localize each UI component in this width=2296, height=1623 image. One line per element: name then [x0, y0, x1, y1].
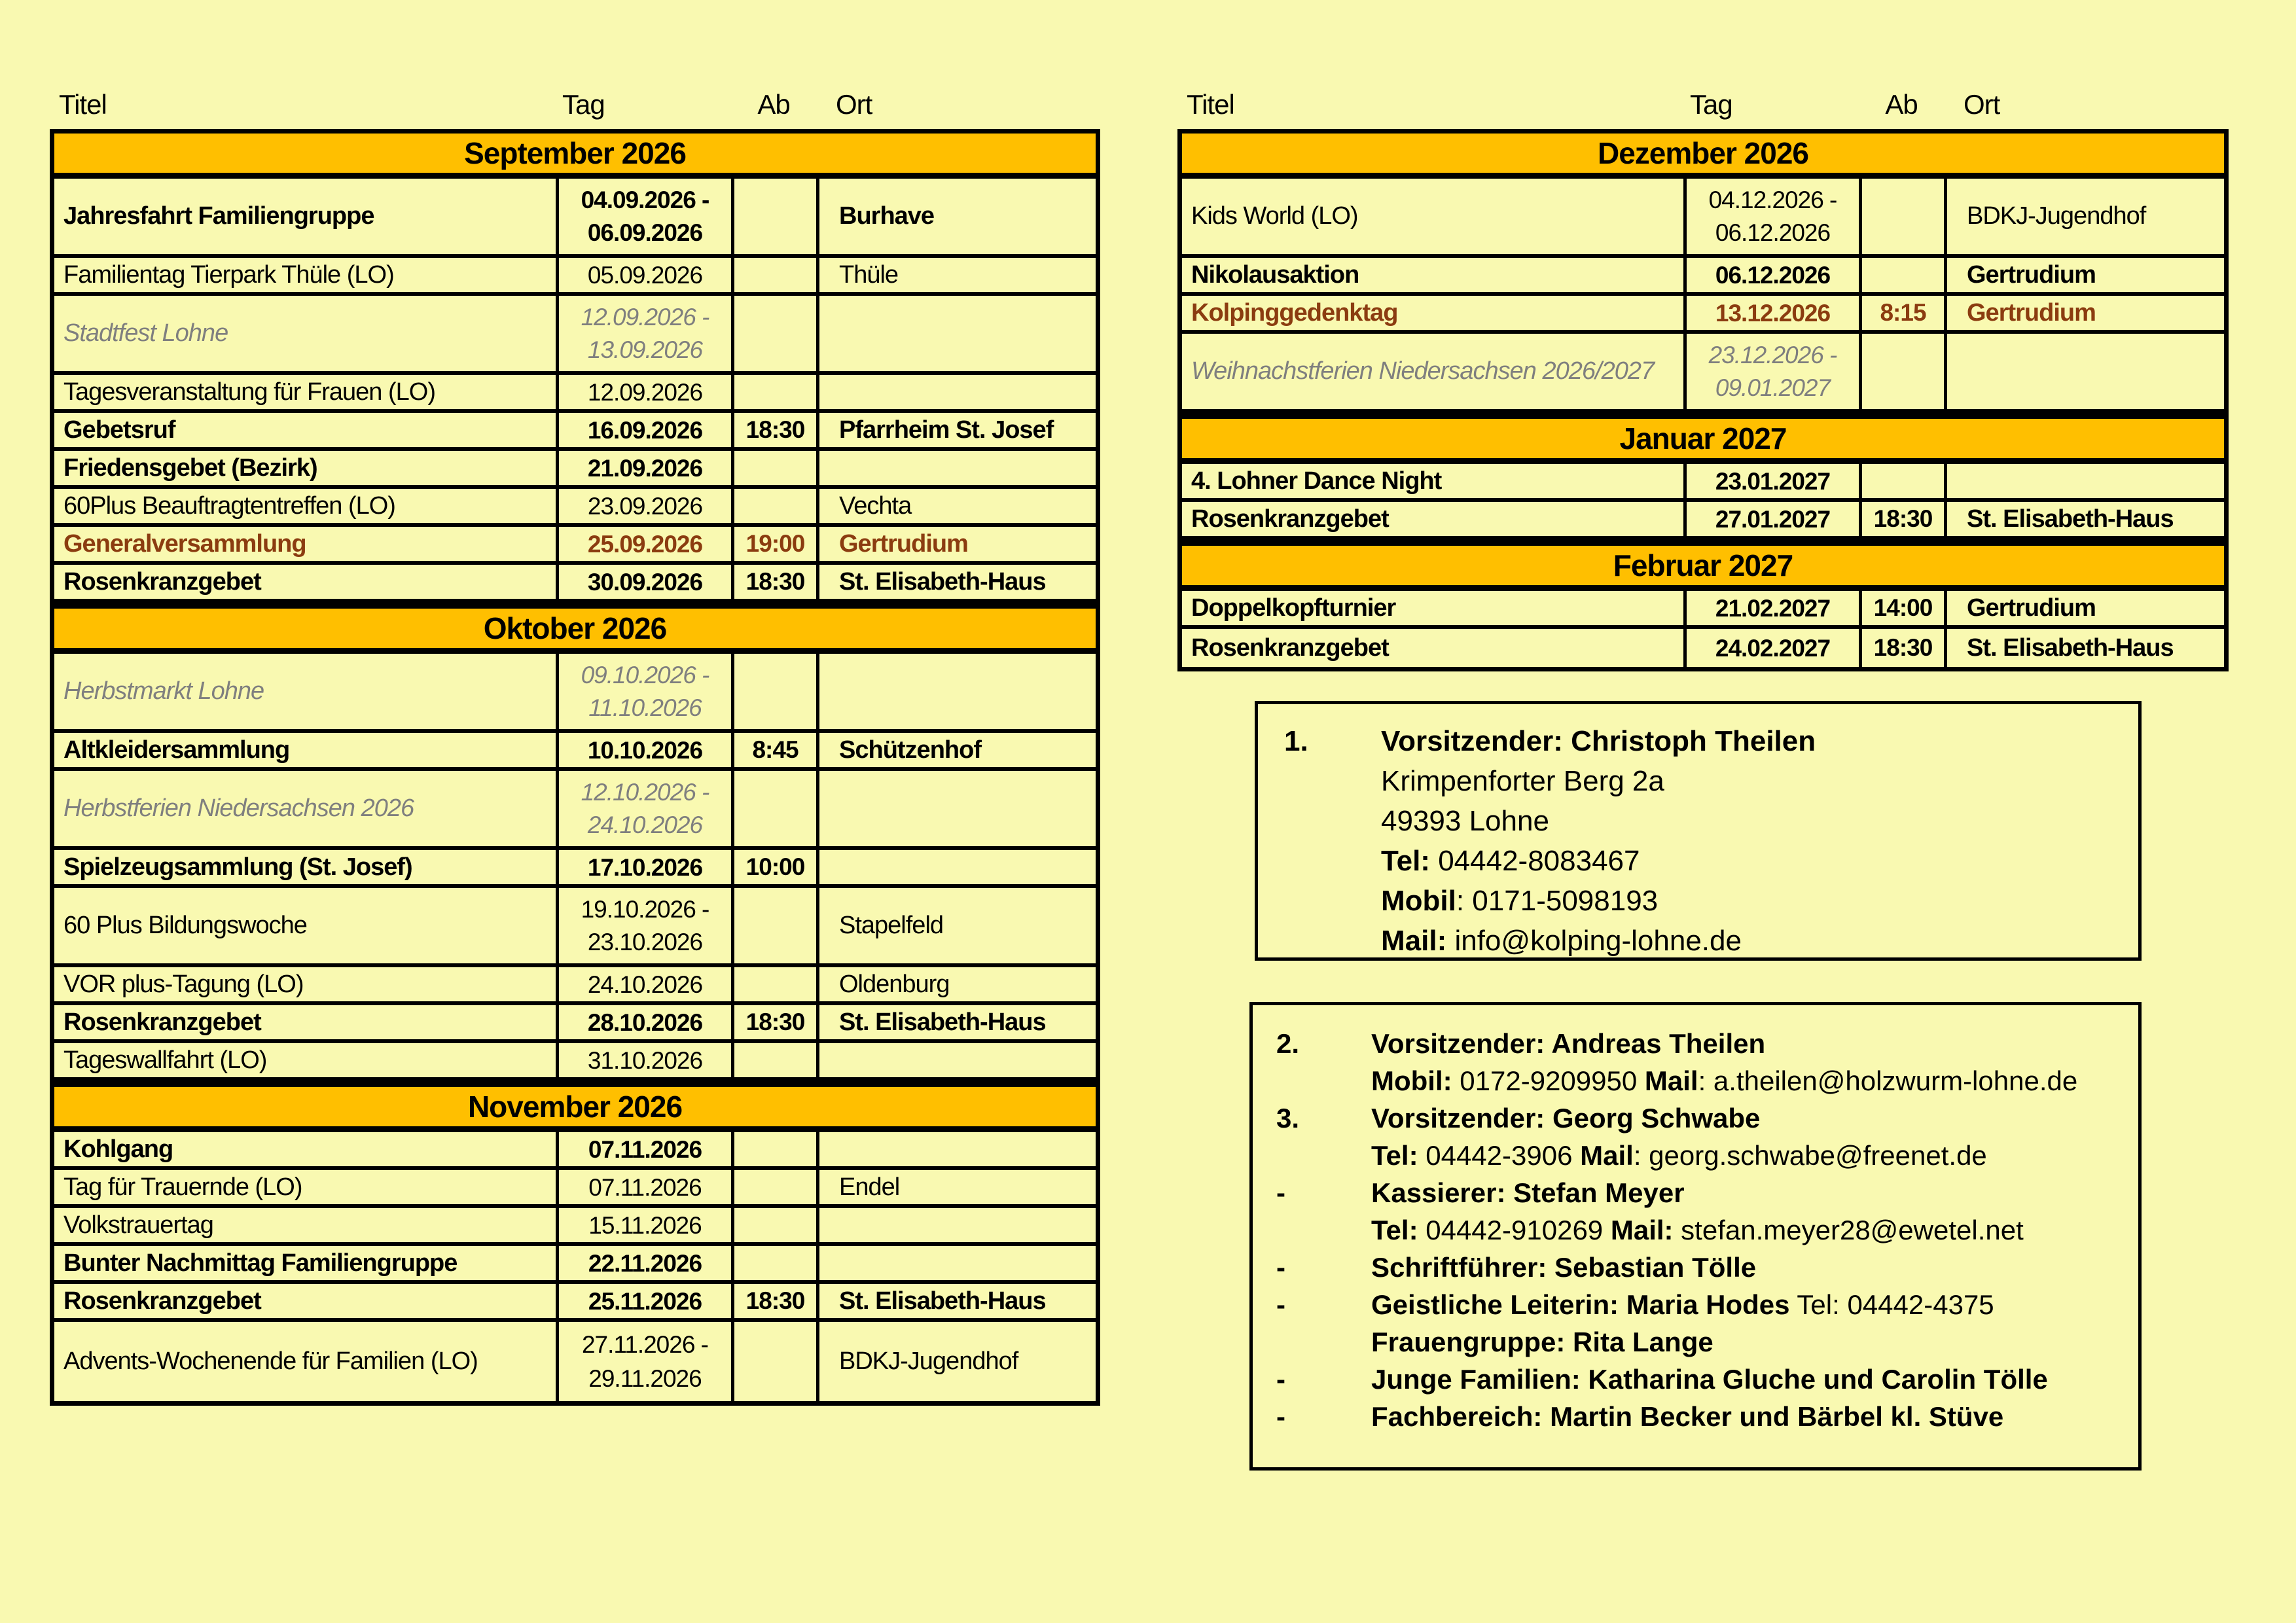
column-header-titel: Titel: [59, 89, 107, 120]
event-date-cell: [556, 850, 731, 884]
contact-box-board-members: [1249, 1002, 2142, 1471]
event-date-line: 06.12.2026: [1715, 261, 1831, 289]
event-date-line: 13.12.2026: [1715, 299, 1831, 327]
contact-line-marker: -: [1276, 1177, 1285, 1208]
event-location-cell: [816, 1246, 1096, 1280]
contact-line: [1276, 1137, 2132, 1174]
event-location-cell: BDKJ-Jugendhof: [1944, 179, 2224, 254]
event-location-cell: [816, 1208, 1096, 1242]
event-row: [54, 1043, 1096, 1081]
event-date-line: 22.11.2026: [588, 1249, 702, 1277]
contact-line-marker: [1284, 761, 1381, 801]
contact-text-segment: Kassierer: Stefan Meyer: [1371, 1177, 1685, 1208]
contact-text-segment: Tel:: [1381, 845, 1430, 877]
event-row: [1182, 629, 2224, 667]
contact-text-segment: Tel:: [1371, 1215, 1418, 1245]
event-date-line: 10.10.2026: [587, 736, 703, 764]
event-date-line: 21.02.2027: [1715, 594, 1831, 622]
event-date-cell: [556, 413, 731, 447]
event-time-cell: [731, 771, 816, 846]
column-header-titel: Titel: [1187, 89, 1234, 120]
contact-line-text: [1371, 1249, 2132, 1286]
event-date-cell: [556, 489, 731, 523]
event-row: [54, 565, 1096, 603]
contact-line-text: [1381, 761, 2132, 801]
event-title-cell: Tageswallfahrt (LO): [63, 1046, 267, 1074]
event-date-cell: [556, 296, 731, 371]
contact-line-marker: -: [1276, 1364, 1285, 1395]
event-date-cell: [556, 967, 731, 1001]
event-location-cell: Vechta: [816, 489, 1096, 523]
event-date-cell: [556, 733, 731, 767]
event-date-line: 11.10.2026: [588, 694, 702, 722]
event-date-line: 25.11.2026: [588, 1287, 702, 1315]
event-date-line: 24.10.2026: [587, 812, 703, 839]
contact-box-first-chairman: [1255, 701, 2142, 961]
contact-text-segment: stefan.meyer28@ewetel.net: [1673, 1215, 2024, 1245]
event-time-cell: [1859, 258, 1944, 292]
event-title-cell: Bunter Nachmittag Familiengruppe: [63, 1249, 457, 1277]
event-title-cell: Rosenkranzgebet: [1191, 633, 1389, 662]
contact-text-segment: Geistliche Leiterin: Maria Hodes: [1371, 1289, 1790, 1320]
event-date-cell: [556, 771, 731, 846]
event-date-line: 16.09.2026: [587, 416, 703, 444]
event-date-cell: [1683, 334, 1859, 409]
event-title-cell: Rosenkranzgebet: [63, 1008, 261, 1036]
contact-text-segment: Tel: 04442-4375: [1789, 1289, 1994, 1320]
event-title-cell: Rosenkranzgebet: [63, 567, 261, 596]
event-date-cell: [1683, 464, 1859, 498]
event-time-cell: 8:15: [1859, 296, 1944, 330]
event-location-cell: [1944, 464, 2224, 498]
event-location-cell: Thüle: [816, 258, 1096, 292]
contact-line-marker: [1284, 841, 1381, 881]
event-row: [1182, 502, 2224, 540]
event-date-line: 27.01.2027: [1715, 505, 1831, 533]
event-date-line: 05.09.2026: [587, 261, 703, 289]
event-title-cell: VOR plus-Tagung (LO): [63, 970, 304, 998]
event-title-cell: 60Plus Beauftragtentreffen (LO): [63, 491, 395, 520]
contact-line-text: [1381, 841, 2132, 881]
event-title-cell: Kohlgang: [63, 1135, 173, 1163]
event-date-line: 23.09.2026: [587, 492, 703, 520]
event-date-cell: [1683, 258, 1859, 292]
event-date-line: 27.11.2026 -: [581, 1330, 709, 1358]
contact-line-text: [1371, 1361, 2132, 1398]
event-row: [1182, 296, 2224, 334]
event-row: [54, 1208, 1096, 1246]
contact-line-marker: [1276, 1323, 1371, 1361]
event-row: [54, 1132, 1096, 1170]
event-location-cell: Stapelfeld: [816, 888, 1096, 963]
event-date-line: 19.10.2026 -: [581, 895, 709, 923]
event-time-cell: [731, 451, 816, 485]
contact-line: [1276, 1174, 2132, 1211]
event-time-cell: [1859, 179, 1944, 254]
event-date-line: 17.10.2026: [587, 853, 703, 881]
contact-text-segment: info@kolping-lohne.de: [1446, 925, 1742, 957]
event-title-cell: Rosenkranzgebet: [63, 1287, 261, 1315]
event-date-line: 09.01.2027: [1715, 374, 1831, 402]
event-time-cell: [731, 967, 816, 1001]
event-time-cell: 18:30: [1859, 629, 1944, 667]
event-location-cell: Oldenburg: [816, 967, 1096, 1001]
contact-line: [1284, 801, 2132, 841]
event-location-cell: Gertrudium: [816, 527, 1096, 561]
event-title-cell: Jahresfahrt Familiengruppe: [63, 202, 374, 230]
contact-text-segment: Mail: [1580, 1140, 1634, 1171]
contact-line-marker: [1284, 801, 1381, 841]
contact-text-segment: Schriftführer: Sebastian Tölle: [1371, 1252, 1757, 1283]
event-date-line: 12.09.2026: [587, 378, 703, 406]
event-time-cell: [731, 1043, 816, 1077]
event-title-cell: Kolpinggedenktag: [1191, 298, 1398, 327]
event-row: [54, 771, 1096, 850]
event-location-cell: Gertrudium: [1944, 296, 2224, 330]
contact-line: [1276, 1099, 2132, 1137]
contact-text-segment: Fachbereich: Martin Becker und Bärbel kl. Stüve: [1371, 1401, 2004, 1432]
event-date-cell: [556, 1005, 731, 1039]
event-location-cell: Burhave: [816, 179, 1096, 254]
contact-line: [1276, 1361, 2132, 1398]
event-time-cell: [731, 375, 816, 409]
event-date-cell: [556, 258, 731, 292]
event-date-line: 21.09.2026: [587, 454, 703, 482]
event-date-cell: [556, 451, 731, 485]
contact-text-segment: Vorsitzender: Andreas Theilen: [1371, 1028, 1766, 1059]
contact-line-text: [1371, 1025, 2132, 1062]
contact-line-marker: [1276, 1211, 1371, 1249]
event-date-cell: [556, 1284, 731, 1318]
month-section-header: Dezember 2026: [1182, 134, 2224, 179]
event-date-line: 23.01.2027: [1715, 467, 1831, 495]
event-time-cell: 18:30: [731, 413, 816, 447]
contact-line-marker: [1284, 921, 1381, 961]
contact-text-segment: 0172-9209950: [1452, 1065, 1645, 1096]
event-time-cell: [731, 296, 816, 371]
event-title-cell: Herbstferien Niedersachsen 2026: [63, 794, 414, 822]
event-title-cell: Friedensgebet (Bezirk): [63, 454, 317, 482]
event-row: [1182, 334, 2224, 413]
event-title-cell: Advents-Wochenende für Familien (LO): [63, 1347, 478, 1375]
event-date-line: 13.09.2026: [587, 336, 703, 364]
contact-line-text: [1371, 1137, 2132, 1174]
contact-line-text: [1371, 1323, 2132, 1361]
event-title-cell: Tagesveranstaltung für Frauen (LO): [63, 378, 435, 406]
contact-text-segment: 04442-3906: [1418, 1140, 1581, 1171]
event-title-cell: Familientag Tierpark Thüle (LO): [63, 260, 394, 289]
event-row: [54, 258, 1096, 296]
event-location-cell: St. Elisabeth-Haus: [816, 1284, 1096, 1318]
contact-line-text: [1371, 1174, 2132, 1211]
event-row: [54, 296, 1096, 375]
contact-line-marker: [1276, 1137, 1371, 1174]
event-date-line: 24.02.2027: [1715, 634, 1831, 662]
event-date-cell: [1683, 591, 1859, 625]
event-date-line: 24.10.2026: [587, 971, 703, 998]
event-title-cell: Stadtfest Lohne: [63, 319, 228, 347]
contact-line: [1276, 1025, 2132, 1062]
event-row: [54, 413, 1096, 451]
contact-text-segment: Mobil:: [1371, 1065, 1452, 1096]
event-date-cell: [556, 1132, 731, 1166]
event-title-cell: Generalversammlung: [63, 529, 306, 558]
event-time-cell: [731, 1170, 816, 1204]
event-time-cell: [731, 888, 816, 963]
contact-text-segment: Mail: [1644, 1065, 1698, 1096]
contact-line: [1284, 721, 2132, 761]
event-title-cell: Volkstrauertag: [63, 1211, 213, 1239]
contact-text-segment: Vorsitzender: Georg Schwabe: [1371, 1103, 1761, 1133]
contact-line: [1276, 1249, 2132, 1286]
event-row: [1182, 258, 2224, 296]
event-location-cell: Gertrudium: [1944, 591, 2224, 625]
event-location-cell: Schützenhof: [816, 733, 1096, 767]
event-title-cell: 4. Lohner Dance Night: [1191, 467, 1442, 495]
event-date-line: 12.10.2026 -: [581, 778, 709, 806]
month-section-header: Februar 2027: [1182, 540, 2224, 591]
event-location-cell: Pfarrheim St. Josef: [816, 413, 1096, 447]
contact-line: [1276, 1062, 2132, 1099]
contact-line: [1284, 921, 2132, 961]
event-row: [54, 733, 1096, 771]
event-date-cell: [1683, 502, 1859, 536]
calendar-table-left: [50, 129, 1100, 1406]
event-date-line: 23.10.2026: [587, 929, 703, 956]
event-row: [54, 451, 1096, 489]
event-row: [54, 654, 1096, 733]
column-header-ab: Ab: [757, 89, 790, 120]
event-date-cell: [556, 527, 731, 561]
event-time-cell: 10:00: [731, 850, 816, 884]
event-time-cell: [731, 654, 816, 729]
event-date-line: 23.12.2026 -: [1708, 341, 1837, 368]
event-location-cell: [1944, 334, 2224, 409]
event-title-cell: Kids World (LO): [1191, 202, 1358, 230]
event-time-cell: 14:00: [1859, 591, 1944, 625]
contact-text-segment: Mail:: [1610, 1215, 1674, 1245]
event-time-cell: [1859, 334, 1944, 409]
event-date-line: 06.09.2026: [587, 219, 703, 247]
event-date-cell: [556, 565, 731, 599]
event-row: [54, 888, 1096, 967]
event-row: [54, 1170, 1096, 1208]
event-date-cell: [556, 1322, 731, 1401]
contact-line-text: [1371, 1099, 2132, 1137]
contact-line: [1284, 881, 2132, 921]
event-date-line: 07.11.2026: [588, 1173, 702, 1201]
column-header-ort: Ort: [1964, 89, 2000, 120]
event-time-cell: [731, 1132, 816, 1166]
event-time-cell: [731, 1246, 816, 1280]
event-time-cell: [1859, 464, 1944, 498]
event-location-cell: St. Elisabeth-Haus: [816, 1005, 1096, 1039]
contact-text-segment: Krimpenforter Berg 2a: [1381, 765, 1664, 797]
contact-text-segment: Mobil: [1381, 885, 1456, 917]
event-date-line: 04.09.2026 -: [581, 186, 709, 213]
contact-text-segment: 04442-8083467: [1429, 845, 1640, 877]
contact-text-segment: Tel:: [1371, 1140, 1418, 1171]
month-section-header: Januar 2027: [1182, 413, 2224, 464]
column-headers-right: [1177, 84, 2229, 120]
event-time-cell: 19:00: [731, 527, 816, 561]
month-section-header: Oktober 2026: [54, 603, 1096, 654]
event-time-cell: 8:45: [731, 733, 816, 767]
event-date-line: 06.12.2026: [1715, 219, 1831, 247]
column-header-tag: Tag: [562, 89, 605, 120]
event-title-cell: Altkleidersammlung: [63, 736, 290, 764]
event-title-cell: 60 Plus Bildungswoche: [63, 912, 307, 939]
event-date-cell: [556, 1043, 731, 1077]
month-section-header: November 2026: [54, 1081, 1096, 1132]
column-header-tag: Tag: [1690, 89, 1732, 120]
event-location-cell: [816, 1132, 1096, 1166]
event-title-cell: Rosenkranzgebet: [1191, 505, 1389, 533]
event-time-cell: 18:30: [731, 1005, 816, 1039]
event-time-cell: [731, 1208, 816, 1242]
contact-line-marker: [1276, 1062, 1371, 1099]
event-row: [54, 850, 1096, 888]
contact-line-text: [1371, 1062, 2132, 1099]
column-header-ort: Ort: [836, 89, 872, 120]
event-location-cell: [816, 375, 1096, 409]
contact-line-text: [1371, 1211, 2132, 1249]
event-time-cell: 18:30: [731, 565, 816, 599]
contact-text-segment: Frauengruppe: Rita Lange: [1371, 1327, 1713, 1357]
contact-line: [1284, 761, 2132, 801]
event-time-cell: 18:30: [731, 1284, 816, 1318]
event-row: [54, 1284, 1096, 1322]
contact-line-text: [1371, 1398, 2132, 1435]
contact-line-marker: [1284, 881, 1381, 921]
event-date-cell: [556, 375, 731, 409]
event-date-line: 04.12.2026 -: [1708, 186, 1837, 213]
contact-line-marker: 3.: [1276, 1103, 1300, 1133]
event-row: [54, 179, 1096, 258]
event-date-cell: [556, 1170, 731, 1204]
event-location-cell: Endel: [816, 1170, 1096, 1204]
event-location-cell: [816, 451, 1096, 485]
event-row: [54, 375, 1096, 413]
contact-line: [1276, 1398, 2132, 1435]
event-title-cell: Gebetsruf: [63, 416, 175, 444]
event-date-cell: [1683, 296, 1859, 330]
event-row: [54, 1246, 1096, 1284]
event-row: [1182, 464, 2224, 502]
event-location-cell: [816, 296, 1096, 371]
contact-text-segment: Junge Familien: Katharina Gluche und Carolin Tölle: [1371, 1364, 2048, 1395]
event-location-cell: St. Elisabeth-Haus: [1944, 502, 2224, 536]
event-location-cell: [816, 771, 1096, 846]
event-row: [54, 489, 1096, 527]
contact-line: [1276, 1323, 2132, 1361]
event-row: [54, 1005, 1096, 1043]
event-location-cell: Gertrudium: [1944, 258, 2224, 292]
event-date-line: 29.11.2026: [588, 1365, 702, 1393]
event-date-line: 15.11.2026: [588, 1211, 702, 1239]
contact-line-marker: 2.: [1276, 1028, 1300, 1059]
contact-line-marker: -: [1276, 1289, 1285, 1320]
contact-line-text: [1381, 881, 2132, 921]
event-location-cell: BDKJ-Jugendhof: [816, 1322, 1096, 1401]
contact-text-segment: Mail:: [1381, 925, 1447, 957]
contact-text-segment: 49393 Lohne: [1381, 805, 1549, 837]
event-date-cell: [556, 1246, 731, 1280]
contact-line-text: [1381, 801, 2132, 841]
event-title-cell: Tag für Trauernde (LO): [63, 1173, 302, 1201]
event-location-cell: [816, 1043, 1096, 1077]
calendar-table-right: [1177, 129, 2229, 671]
contact-line-text: [1371, 1286, 2132, 1323]
month-section-header: September 2026: [54, 134, 1096, 179]
event-time-cell: [731, 489, 816, 523]
event-date-cell: [556, 1208, 731, 1242]
contact-line: [1284, 841, 2132, 881]
contact-line-marker: -: [1276, 1401, 1285, 1432]
contact-text-segment: 04442-910269: [1418, 1215, 1611, 1245]
event-date-line: 25.09.2026: [587, 530, 703, 558]
contact-text-segment: Vorsitzender: Christoph Theilen: [1381, 725, 1816, 757]
event-date-line: 12.09.2026 -: [581, 303, 709, 330]
contact-text-segment: : a.theilen@holzwurm-lohne.de: [1698, 1065, 2078, 1096]
event-time-cell: 18:30: [1859, 502, 1944, 536]
event-date-cell: [556, 888, 731, 963]
event-date-cell: [1683, 629, 1859, 667]
event-location-cell: St. Elisabeth-Haus: [1944, 629, 2224, 667]
event-time-cell: [731, 1322, 816, 1401]
contact-line-marker: -: [1276, 1252, 1285, 1283]
event-row: [54, 1322, 1096, 1401]
event-row: [1182, 179, 2224, 258]
event-date-line: 07.11.2026: [588, 1135, 702, 1163]
event-title-cell: Nikolausaktion: [1191, 260, 1359, 289]
column-headers-left: [50, 84, 1100, 120]
event-date-line: 30.09.2026: [587, 568, 703, 596]
contact-line-marker: 1.: [1284, 725, 1308, 757]
event-date-line: 09.10.2026 -: [581, 661, 709, 688]
contact-text-segment: : 0171-5098193: [1456, 885, 1659, 917]
event-date-line: 28.10.2026: [587, 1008, 703, 1036]
event-row: [54, 967, 1096, 1005]
event-title-cell: Weihnachstferien Niedersachsen 2026/2027: [1191, 357, 1655, 385]
event-date-cell: [556, 179, 731, 254]
event-date-line: 31.10.2026: [587, 1046, 703, 1074]
event-date-cell: [1683, 179, 1859, 254]
contact-line: [1276, 1286, 2132, 1323]
event-title-cell: Spielzeugsammlung (St. Josef): [63, 853, 412, 881]
event-title-cell: Doppelkopfturnier: [1191, 594, 1396, 622]
event-time-cell: [731, 179, 816, 254]
contact-line: [1276, 1211, 2132, 1249]
event-title-cell: Herbstmarkt Lohne: [63, 677, 264, 705]
contact-line-text: [1381, 721, 2132, 761]
contact-text-segment: : georg.schwabe@freenet.de: [1633, 1140, 1987, 1171]
event-location-cell: [816, 654, 1096, 729]
event-location-cell: St. Elisabeth-Haus: [816, 565, 1096, 599]
event-row: [54, 527, 1096, 565]
contact-line-text: [1381, 921, 2132, 961]
event-time-cell: [731, 258, 816, 292]
event-row: [1182, 591, 2224, 629]
event-location-cell: [816, 850, 1096, 884]
column-header-ab: Ab: [1885, 89, 1918, 120]
event-date-cell: [556, 654, 731, 729]
